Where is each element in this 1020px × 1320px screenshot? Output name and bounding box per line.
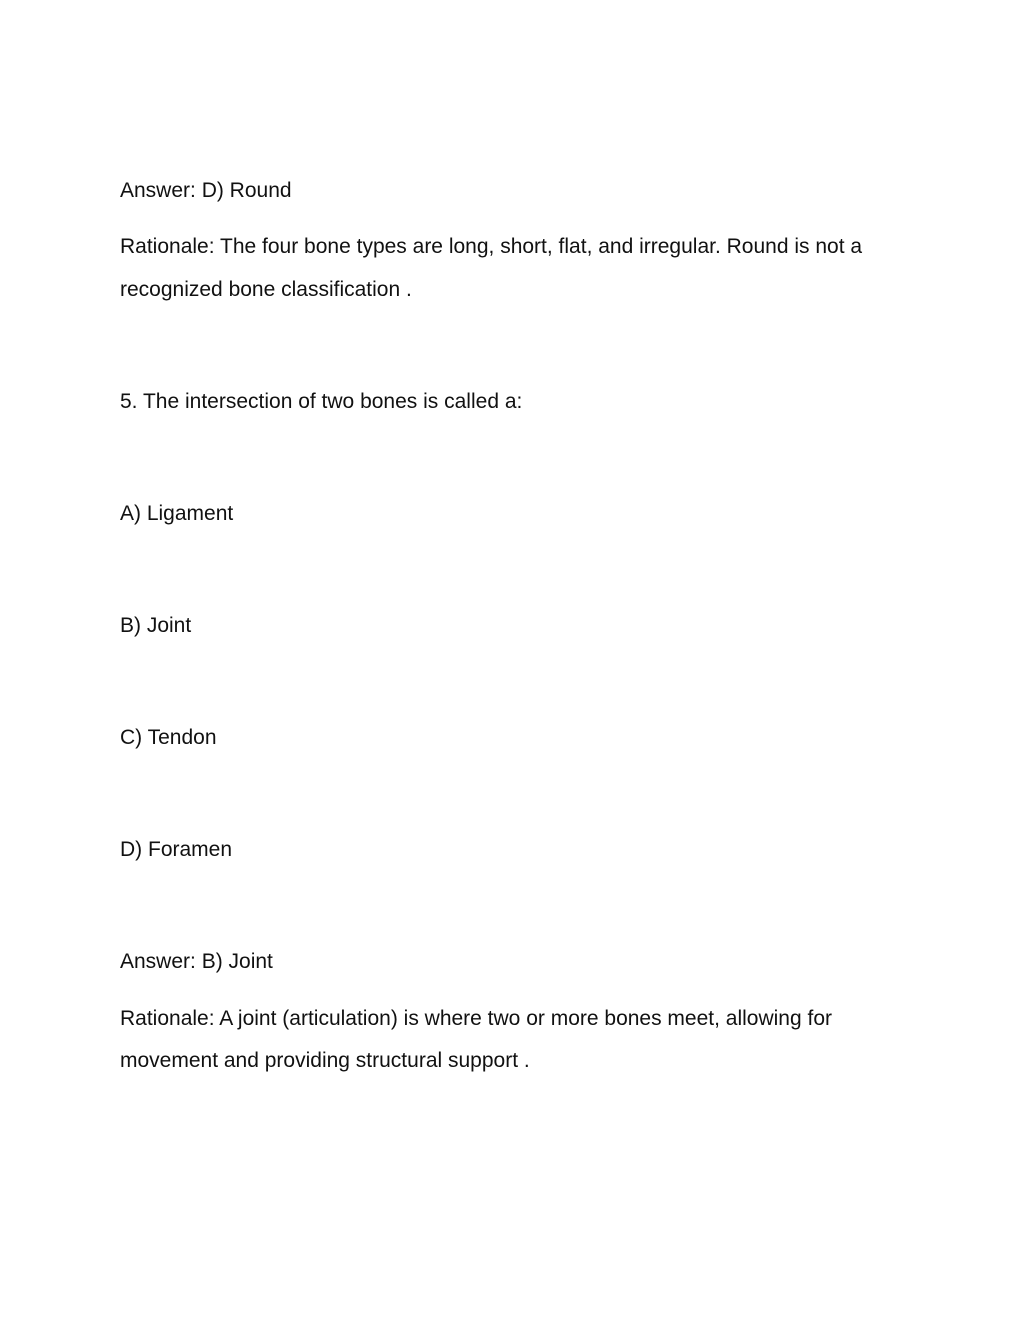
rationale-line-2: movement and providing structural support . <box>120 1049 530 1072</box>
question-text: 5. The intersection of two bones is called a: <box>120 390 523 413</box>
option-b: B) Joint <box>120 614 192 637</box>
previous-rationale-line-2: recognized bone classification . <box>120 278 412 301</box>
previous-rationale-line-1: Rationale: The four bone types are long, short, flat, and irregular. Round is not a <box>120 235 863 258</box>
option-c: C) Tendon <box>120 726 217 749</box>
previous-answer: Answer: D) Round <box>120 179 292 202</box>
rationale-line-1: Rationale: A joint (articulation) is where two or more bones meet, allowing for <box>120 1007 833 1030</box>
answer-text: Answer: B) Joint <box>120 950 273 973</box>
option-a: A) Ligament <box>120 502 234 525</box>
option-d: D) Foramen <box>120 838 233 861</box>
